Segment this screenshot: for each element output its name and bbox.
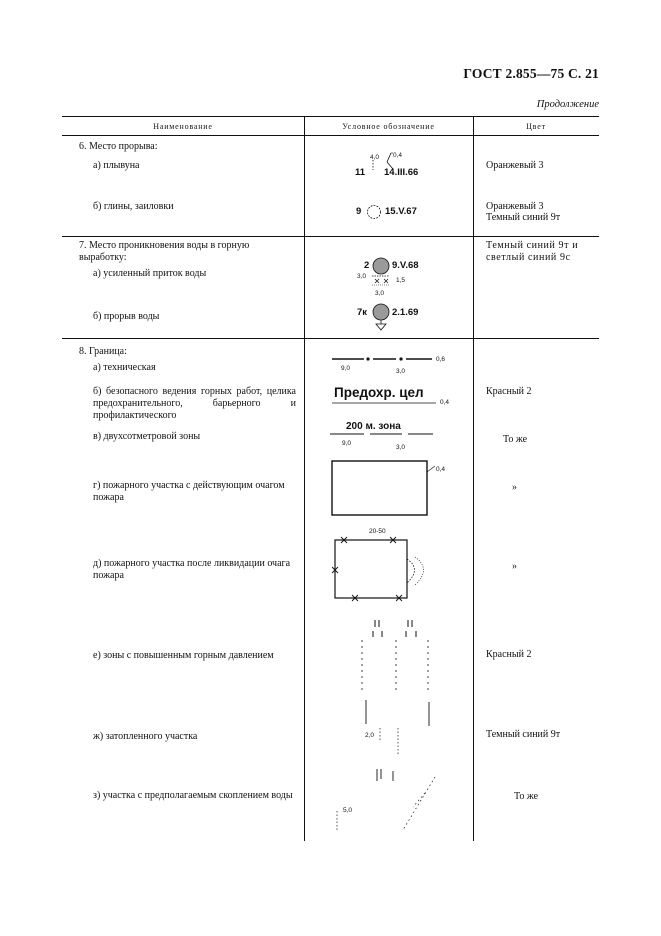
row8e-color: Красный 2 — [486, 649, 532, 660]
continuation-label: Продолжение — [536, 99, 599, 110]
row8-item-zh: ж) затопленного участка — [93, 731, 198, 742]
row8g-color: » — [512, 482, 517, 493]
row6-item-a: а) плывуна — [93, 160, 140, 171]
row8-title: 8. Граница: — [79, 346, 127, 357]
zone-boundary-line — [330, 431, 435, 439]
flooded-area-marks — [360, 698, 440, 758]
row8-item-b: б) безопасного ведения горных работ, целика предохранительного, барьерного и профилактического — [93, 386, 296, 421]
header-bottom-rule — [62, 135, 599, 136]
extinguished-fire-area — [330, 535, 440, 605]
row7-item-a: а) усиленный приток воды — [93, 268, 207, 279]
row8-item-z: з) участка с предполагаемым скоплением воды — [93, 790, 293, 801]
water-accumulation-marks — [335, 765, 445, 835]
row-divider-7-8 — [62, 338, 599, 339]
row7-color: Темный синий 9т и светлый синий 9с — [486, 240, 579, 263]
row8v-color: То же — [503, 434, 528, 445]
row6b-color-1: Оранжевый 3 — [486, 201, 544, 212]
water-inflow-icon — [371, 256, 391, 276]
row8b-color: Красный 2 — [486, 386, 532, 397]
row6-title: 6. Место прорыва: — [79, 141, 158, 152]
row7-title: 7. Место проникновения воды в горную выработку: — [79, 240, 250, 263]
column-header-symbol: Условное обозначение — [342, 122, 435, 131]
water-breakthrough-icon — [371, 302, 391, 332]
row6a-color: Оранжевый 3 — [486, 160, 544, 171]
row8-item-v: в) двухсотметровой зоны — [93, 431, 201, 442]
column-header-name: Наименование — [153, 122, 213, 131]
row6b-color-2: Темный синий 9т — [486, 212, 561, 223]
row8-item-d: д) пожарного участка после ликвидации очага пожара — [93, 558, 291, 581]
column-divider-1 — [304, 116, 305, 841]
row8-item-e: е) зоны с повышенным горным давлением — [93, 650, 274, 661]
row8-item-g: г) пожарного участка с действующим очагом пожара — [93, 480, 285, 503]
clay-break-circle-icon — [365, 203, 383, 221]
table-top-rule — [62, 116, 599, 117]
page-header: ГОСТ 2.855—75 С. 21 — [463, 66, 599, 81]
column-divider-2 — [473, 116, 474, 841]
row8-item-a: а) техническая — [93, 362, 156, 373]
row6-item-b: б) глины, заиловки — [93, 201, 174, 212]
inflow-marks — [367, 274, 397, 286]
safety-boundary-line — [332, 401, 442, 407]
row-divider-6-7 — [62, 236, 599, 237]
column-header-color: Цвет — [526, 122, 546, 131]
row8z-color: То же — [514, 791, 539, 802]
row7-item-b: б) прорыв воды — [93, 311, 160, 322]
row8zh-color: Темный синий 9т — [486, 729, 561, 740]
pressure-zone-marks — [360, 615, 440, 695]
fire-area-rectangle — [331, 460, 431, 518]
row8d-color: » — [512, 561, 517, 572]
